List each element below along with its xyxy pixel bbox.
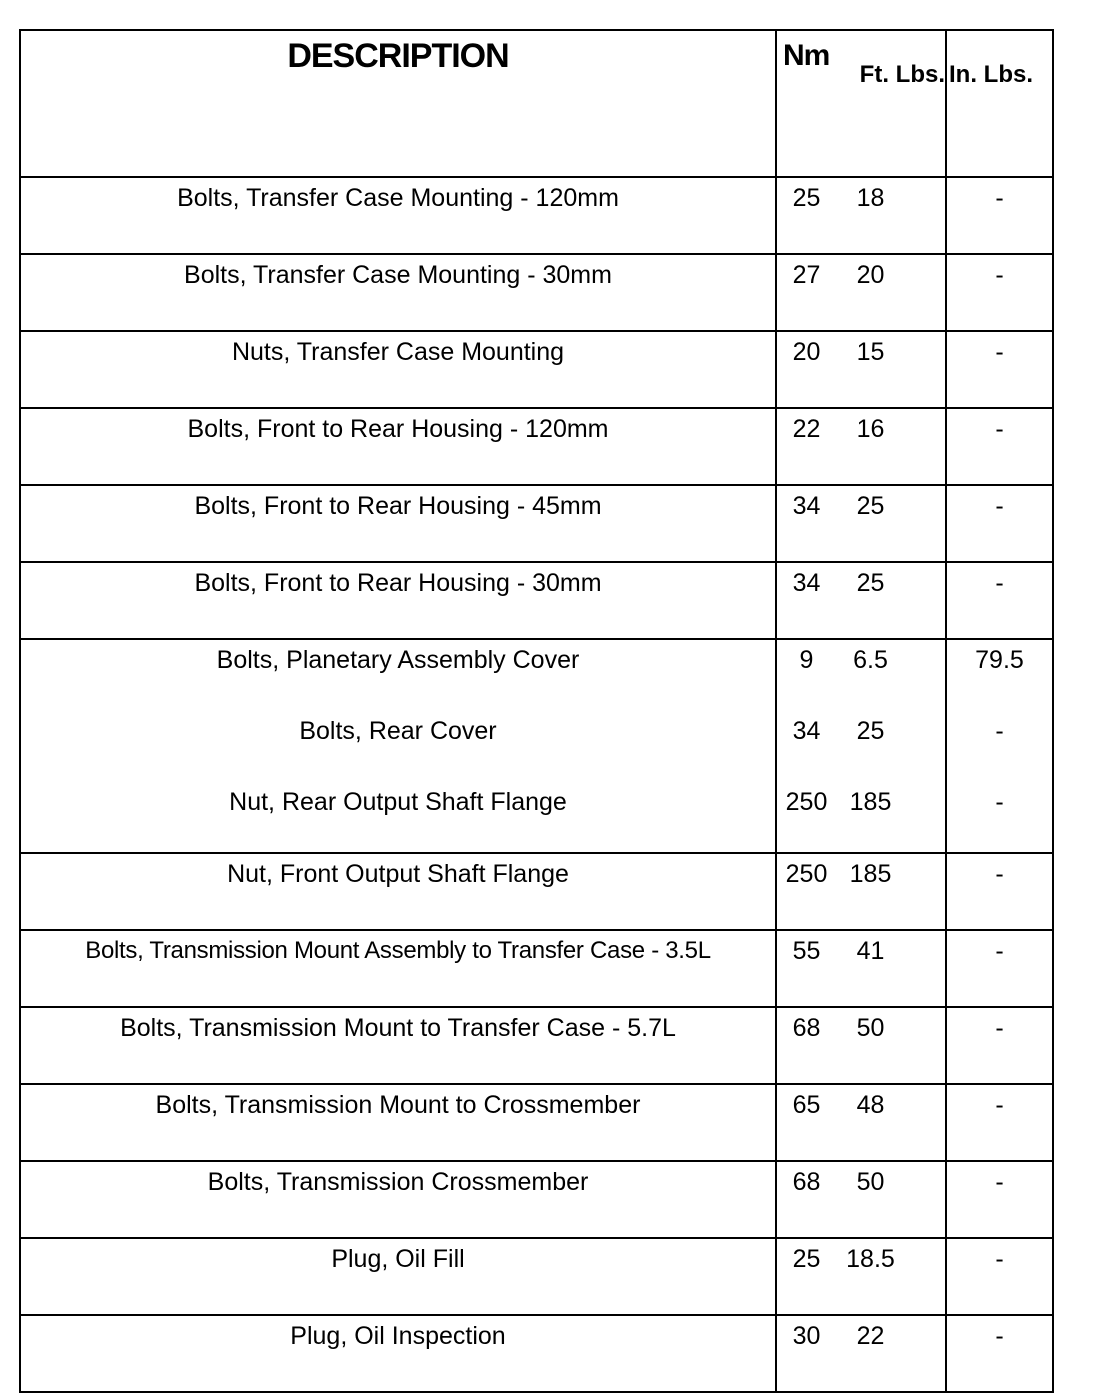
table-row: [20, 853, 1053, 930]
nm-cell: 22: [776, 408, 836, 485]
ft-lbs-cell: 22: [836, 1315, 946, 1392]
nm-cell: 34: [776, 711, 836, 782]
nm-cell: 250: [776, 853, 836, 930]
ft-lbs-cell: 18.5: [836, 1238, 946, 1315]
nm-cell: 68: [776, 1007, 836, 1084]
nm-cell: 55: [776, 930, 836, 1007]
description-cell: Nut, Rear Output Shaft Flange: [20, 782, 776, 853]
description-cell: Bolts, Transfer Case Mounting - 30mm: [20, 254, 776, 331]
in-lbs-cell: 79.5: [946, 639, 1053, 711]
in-lbs-cell: -: [946, 331, 1053, 408]
nm-cell: 250: [776, 782, 836, 853]
header-nm: Nm: [776, 30, 836, 177]
table-row: [20, 1007, 1053, 1084]
description-cell: Bolts, Transmission Mount to Transfer Case - 5.7L: [20, 1007, 776, 1084]
table-row: [20, 331, 1053, 408]
description-cell: Plug, Oil Fill: [20, 1238, 776, 1315]
table-row: [20, 1161, 1053, 1238]
ft-lbs-cell: 16: [836, 408, 946, 485]
header-in-lbs: In. Lbs.: [946, 30, 1053, 177]
table-row: [20, 639, 1053, 711]
description-cell: Nuts, Transfer Case Mounting: [20, 331, 776, 408]
description-cell: Bolts, Front to Rear Housing - 45mm: [20, 485, 776, 562]
table-row: [20, 1084, 1053, 1161]
ft-lbs-cell: 185: [836, 782, 946, 853]
header-row: [20, 30, 1053, 177]
description-cell: Nut, Front Output Shaft Flange: [20, 853, 776, 930]
nm-cell: 34: [776, 562, 836, 639]
torque-spec-table: [19, 29, 1054, 1393]
ft-lbs-cell: 15: [836, 331, 946, 408]
ft-lbs-cell: 50: [836, 1161, 946, 1238]
table-row: [20, 408, 1053, 485]
in-lbs-cell: -: [946, 1238, 1053, 1315]
description-cell: Plug, Oil Inspection: [20, 1315, 776, 1392]
description-cell: Bolts, Transmission Mount to Crossmember: [20, 1084, 776, 1161]
in-lbs-cell: -: [946, 1084, 1053, 1161]
in-lbs-cell: -: [946, 711, 1053, 782]
in-lbs-cell: -: [946, 485, 1053, 562]
nm-cell: 20: [776, 331, 836, 408]
nm-cell: 30: [776, 1315, 836, 1392]
table-row: [20, 782, 1053, 853]
description-cell: Bolts, Rear Cover: [299, 717, 497, 745]
ft-lbs-cell: 6.5: [853, 646, 888, 674]
ft-lbs-cell: 50: [836, 1007, 946, 1084]
table-row: [20, 930, 1053, 1007]
ft-lbs-cell: 185: [836, 853, 946, 930]
table-row: [20, 562, 1053, 639]
in-lbs-cell: -: [946, 408, 1053, 485]
ft-lbs-cell: 20: [836, 254, 946, 331]
ft-lbs-cell: 25: [856, 717, 885, 745]
ft-lbs-cell: 48: [836, 1084, 946, 1161]
table-row: [20, 1238, 1053, 1315]
in-lbs-cell: -: [946, 177, 1053, 254]
description-cell: Bolts, Front to Rear Housing - 30mm: [20, 562, 776, 639]
in-lbs-cell: -: [946, 1161, 1053, 1238]
table-row: [20, 254, 1053, 331]
header-description: DESCRIPTION: [20, 30, 776, 177]
nm-cell: 9: [776, 639, 836, 711]
description-cell: Bolts, Planetary Assembly Cover: [216, 646, 580, 674]
table-row: [20, 485, 1053, 562]
ft-lbs-cell: 41: [836, 930, 946, 1007]
nm-cell: 68: [776, 1161, 836, 1238]
nm-cell: 65: [776, 1084, 836, 1161]
nm-cell: 27: [776, 254, 836, 331]
nm-cell: 25: [776, 177, 836, 254]
ft-lbs-cell: 25: [836, 485, 946, 562]
nm-cell: 34: [776, 485, 836, 562]
nm-cell: 25: [776, 1238, 836, 1315]
ft-lbs-cell: 25: [836, 562, 946, 639]
ft-lbs-cell: 18: [836, 177, 946, 254]
header-ft-lbs: Ft. Lbs.: [836, 30, 946, 177]
in-lbs-cell: -: [946, 1315, 1053, 1392]
description-cell: Bolts, Transmission Crossmember: [20, 1161, 776, 1238]
in-lbs-cell: -: [946, 853, 1053, 930]
table-row: [20, 177, 1053, 254]
in-lbs-cell: -: [946, 254, 1053, 331]
table-row: [20, 1315, 1053, 1392]
description-cell: Bolts, Front to Rear Housing - 120mm: [20, 408, 776, 485]
description-cell: Bolts, Transmission Mount Assembly to Transfer Case - 3.5L: [20, 930, 776, 1007]
in-lbs-cell: -: [946, 930, 1053, 1007]
in-lbs-cell: -: [946, 782, 1053, 853]
in-lbs-cell: -: [946, 1007, 1053, 1084]
description-cell: Bolts, Transfer Case Mounting - 120mm: [20, 177, 776, 254]
table-row: [20, 711, 1053, 782]
in-lbs-cell: -: [946, 562, 1053, 639]
